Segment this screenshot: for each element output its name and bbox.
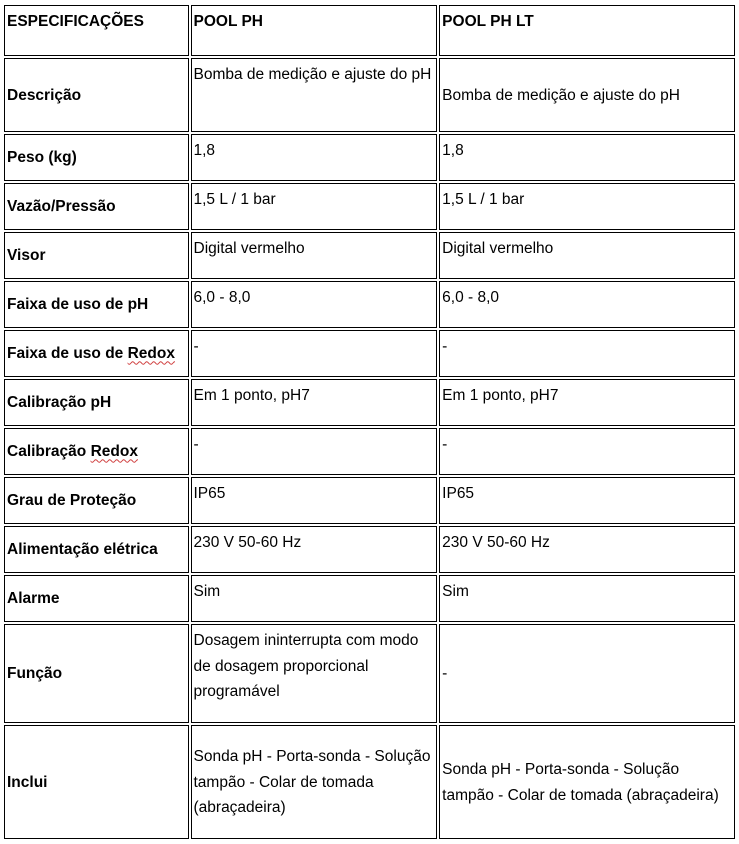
pool-ph-value: 1,8 bbox=[191, 134, 438, 181]
pool-ph-value: Digital vermelho bbox=[191, 232, 438, 279]
row-label bbox=[4, 428, 189, 475]
pool-ph-lt-value: Sim bbox=[439, 575, 735, 622]
row-label: Calibração pH bbox=[4, 379, 189, 426]
table-row-visor bbox=[4, 232, 735, 279]
row-label: Descrição bbox=[4, 58, 189, 132]
table-row-calibracao-ph bbox=[4, 379, 735, 426]
pool-ph-lt-value: - bbox=[439, 428, 735, 475]
header-pool-ph-lt: POOL PH LT bbox=[439, 5, 735, 56]
spellcheck-word: Redox bbox=[90, 443, 138, 461]
specifications-table bbox=[2, 3, 737, 841]
pool-ph-value: Em 1 ponto, pH7 bbox=[191, 379, 438, 426]
pool-ph-lt-value: Em 1 ponto, pH7 bbox=[439, 379, 735, 426]
table-row-descricao bbox=[4, 58, 735, 132]
row-label: Alarme bbox=[4, 575, 189, 622]
header-specifications: ESPECIFICAÇÕES bbox=[4, 5, 189, 56]
row-label: Vazão/Pressão bbox=[4, 183, 189, 230]
pool-ph-value: 1,5 L / 1 bar bbox=[191, 183, 438, 230]
header-pool-ph: POOL PH bbox=[191, 5, 438, 56]
pool-ph-value: IP65 bbox=[191, 477, 438, 524]
table-row-vazao-pressao bbox=[4, 183, 735, 230]
table-row-alimentacao bbox=[4, 526, 735, 573]
pool-ph-lt-value: - bbox=[439, 624, 735, 723]
pool-ph-value: 6,0 - 8,0 bbox=[191, 281, 438, 328]
pool-ph-lt-value: 1,5 L / 1 bar bbox=[439, 183, 735, 230]
table-row-faixa-ph bbox=[4, 281, 735, 328]
pool-ph-value: Sonda pH - Porta-sonda - Solução tampão - Colar de tomada (abraçadeira) bbox=[191, 725, 438, 839]
table-row-calibracao-redox bbox=[4, 428, 735, 475]
pool-ph-lt-value: IP65 bbox=[439, 477, 735, 524]
pool-ph-lt-value: 1,8 bbox=[439, 134, 735, 181]
table-row-grau-protecao bbox=[4, 477, 735, 524]
table-row-peso bbox=[4, 134, 735, 181]
row-label bbox=[4, 330, 189, 377]
table-row-alarme bbox=[4, 575, 735, 622]
pool-ph-value: Bomba de medição e ajuste do pH bbox=[191, 58, 438, 132]
pool-ph-value: Dosagem ininterrupta com modo de dosagem proporcional programável bbox=[191, 624, 438, 723]
row-label: Visor bbox=[4, 232, 189, 279]
row-label: Inclui bbox=[4, 725, 189, 839]
pool-ph-lt-value: 6,0 - 8,0 bbox=[439, 281, 735, 328]
row-label-prefix: Faixa de uso de bbox=[7, 345, 128, 363]
row-label: Alimentação elétrica bbox=[4, 526, 189, 573]
row-label: Faixa de uso de pH bbox=[4, 281, 189, 328]
row-label: Peso (kg) bbox=[4, 134, 189, 181]
row-label-prefix: Calibração bbox=[7, 443, 91, 461]
row-label: Função bbox=[4, 624, 189, 723]
table-row-funcao bbox=[4, 624, 735, 723]
row-label: Grau de Proteção bbox=[4, 477, 189, 524]
pool-ph-lt-value: Bomba de medição e ajuste do pH bbox=[439, 58, 735, 132]
pool-ph-lt-value: - bbox=[439, 330, 735, 377]
pool-ph-value: 230 V 50-60 Hz bbox=[191, 526, 438, 573]
pool-ph-value: - bbox=[191, 330, 438, 377]
pool-ph-value: Sim bbox=[191, 575, 438, 622]
header-row bbox=[4, 5, 735, 56]
table-row-inclui bbox=[4, 725, 735, 839]
pool-ph-lt-value: 230 V 50-60 Hz bbox=[439, 526, 735, 573]
pool-ph-lt-value: Sonda pH - Porta-sonda - Solução tampão - Colar de tomada (abraçadeira) bbox=[439, 725, 735, 839]
pool-ph-lt-value: Digital vermelho bbox=[439, 232, 735, 279]
spellcheck-word: Redox bbox=[127, 345, 175, 363]
pool-ph-value: - bbox=[191, 428, 438, 475]
table-row-faixa-redox bbox=[4, 330, 735, 377]
